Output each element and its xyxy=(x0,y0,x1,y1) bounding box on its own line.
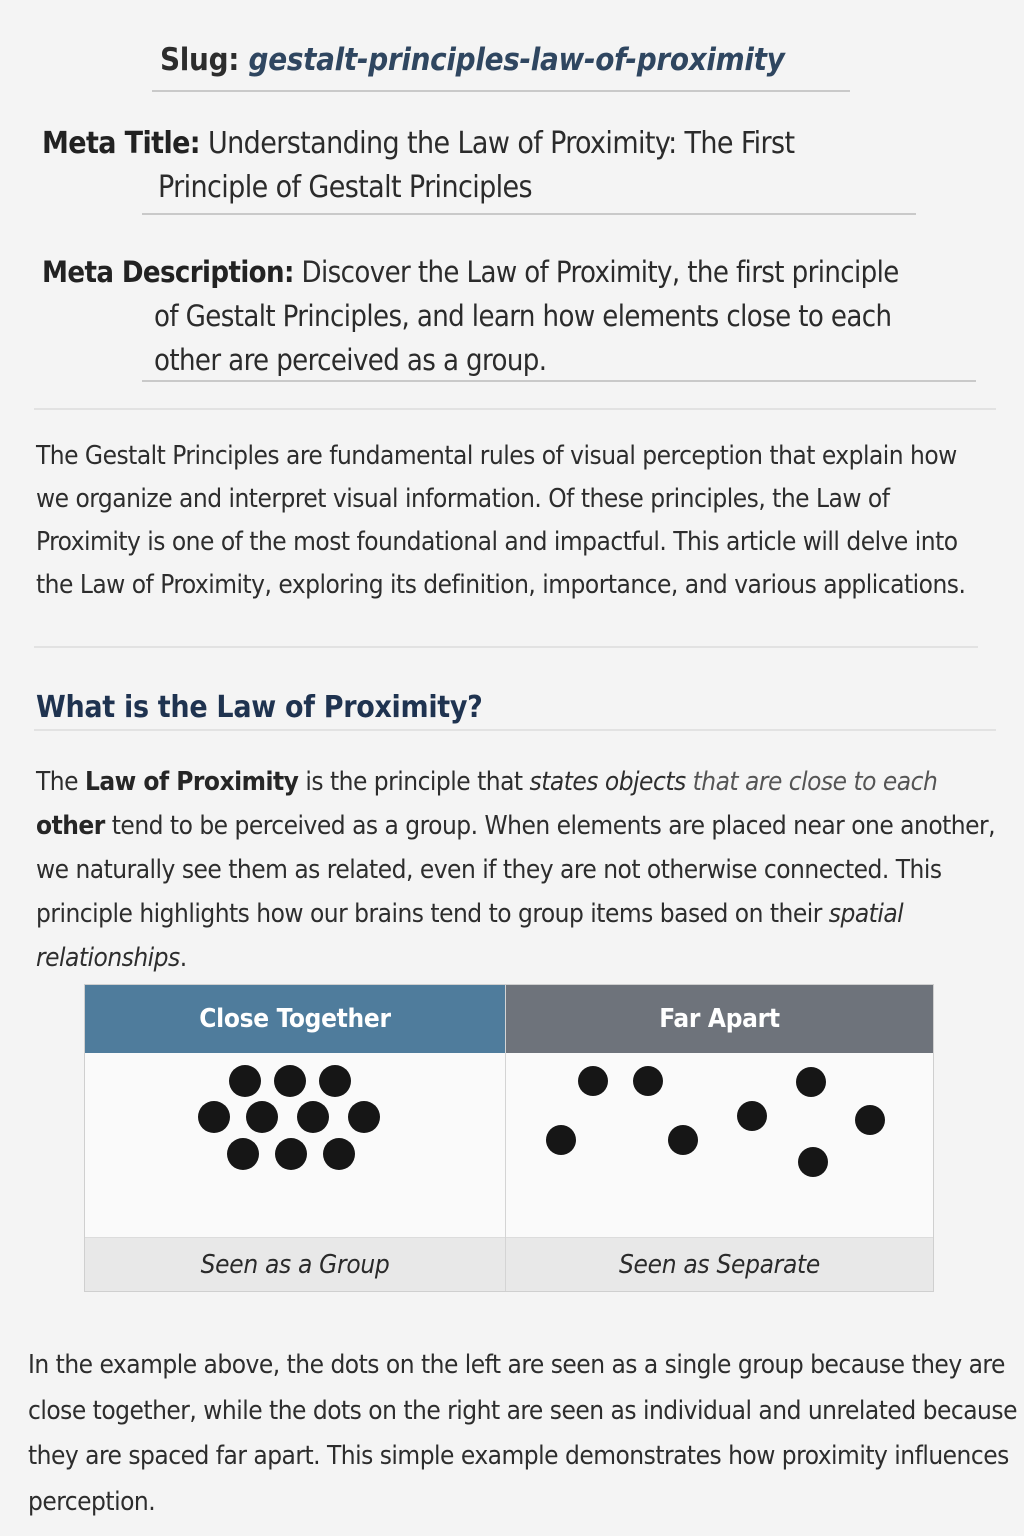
dot-icon xyxy=(319,1065,351,1097)
dot-icon xyxy=(275,1138,307,1170)
intro-divider xyxy=(34,646,978,648)
close-together-header: Close Together xyxy=(85,985,505,1053)
separate-dots xyxy=(506,1053,933,1237)
meta-title-line1: Understanding the Law of Proximity: The First xyxy=(207,126,795,161)
close-together-caption: Seen as a Group xyxy=(85,1237,505,1291)
far-apart-column xyxy=(506,985,933,1291)
slug-divider xyxy=(152,90,850,92)
text: The xyxy=(36,767,85,797)
far-apart-caption: Seen as Separate xyxy=(506,1237,933,1291)
dot-icon xyxy=(198,1101,230,1133)
meta-description-line3: other are perceived as a group. xyxy=(154,343,547,377)
dot-icon xyxy=(668,1125,698,1155)
italic-text: spatial relationships xyxy=(36,899,904,973)
section-heading: What is the Law of Proximity? xyxy=(36,690,483,725)
dot-icon xyxy=(246,1101,278,1133)
close-together-column xyxy=(85,985,506,1291)
dot-icon xyxy=(633,1066,663,1096)
dot-icon xyxy=(546,1125,576,1155)
dot-icon xyxy=(229,1065,261,1097)
dot-icon xyxy=(297,1101,329,1133)
text: . xyxy=(179,943,187,973)
bold-term: Law of Proximity xyxy=(84,767,299,797)
italic-emphasis: that are close to each xyxy=(692,767,938,797)
dot-icon xyxy=(323,1138,355,1170)
meta-title-line2: Principle of Gestalt Principles xyxy=(158,170,533,205)
meta-description-label: Meta Description: xyxy=(42,255,294,289)
meta-description-line1: Discover the Law of Proximity, the first principle xyxy=(301,255,899,289)
dot-icon xyxy=(798,1147,828,1177)
meta-title-label: Meta Title: xyxy=(42,126,200,161)
dot-icon xyxy=(578,1066,608,1096)
text: is the principle that xyxy=(298,767,530,797)
dot-icon xyxy=(796,1067,826,1097)
meta-title-divider xyxy=(142,213,916,215)
bold-term: other xyxy=(36,811,105,841)
slug-line xyxy=(160,42,785,78)
proximity-figure xyxy=(84,984,934,1292)
intro-paragraph: The Gestalt Principles are fundamental rules of visual perception that explain how we organize and interpret visual information. Of these principles, the Law of Proximity is one of the most foundational and impactful. This article will delve into the Law of Proximity, exploring its definition, importance, and various applications. xyxy=(36,441,966,600)
slug-value: gestalt-principles-law-of-proximity xyxy=(248,42,785,78)
far-apart-header: Far Apart xyxy=(506,985,933,1053)
heading-divider xyxy=(34,729,996,731)
grouped-dots xyxy=(85,1053,505,1237)
dot-icon xyxy=(348,1101,380,1133)
slug-label: Slug: xyxy=(160,42,240,78)
meta-description xyxy=(42,250,992,382)
dot-icon xyxy=(274,1065,306,1097)
italic-text: states objects xyxy=(529,767,693,797)
outro-paragraph: In the example above, the dots on the left are seen as a single group because they are close together, while the dots on the right are seen as individual and unrelated because they are spaced far apart. This simple example demonstrates how proximity influences perception. xyxy=(28,1350,1017,1517)
dot-icon xyxy=(227,1138,259,1170)
section-divider xyxy=(34,408,996,410)
text: tend to be perceived as a group. When elements are placed near one another, we naturally see them as related, even if they are not otherwise connected. This principle highlights how our brains tend to group items based on their xyxy=(36,811,996,929)
meta-description-divider xyxy=(142,380,976,382)
dot-icon xyxy=(737,1101,767,1131)
definition-paragraph xyxy=(36,760,996,980)
meta-title xyxy=(42,122,922,210)
meta-description-line2: of Gestalt Principles, and learn how elements close to each xyxy=(154,299,892,333)
dot-icon xyxy=(855,1105,885,1135)
